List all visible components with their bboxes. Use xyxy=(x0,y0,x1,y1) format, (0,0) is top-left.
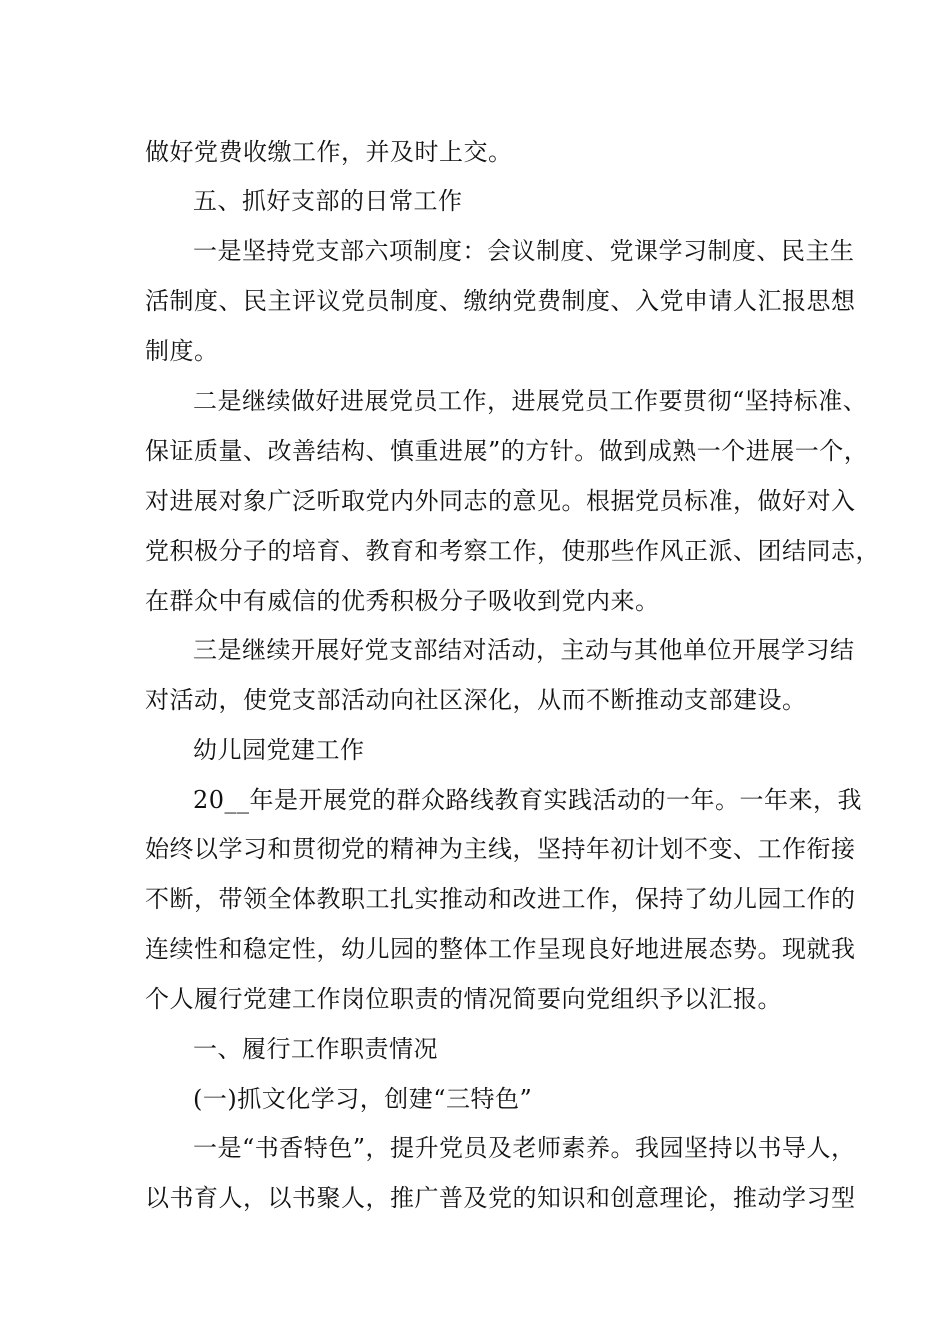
text-line: 对进展对象广泛听取党内外同志的意见。根据党员标准，做好对入 xyxy=(145,487,856,515)
text-line: 党积极分子的培育、教育和考察工作，使那些作风正派、团结同志， xyxy=(145,537,880,565)
text-line: 活制度、民主评议党员制度、缴纳党费制度、入党申请人汇报思想 xyxy=(145,287,856,315)
text-line: 做好党费收缴工作，并及时上交。 xyxy=(145,138,513,166)
text-line: 不断，带领全体教职工扎实推动和改进工作，保持了幼儿园工作的 xyxy=(145,885,856,913)
subsection-heading: (一)抓文化学习，创建“三特色” xyxy=(193,1085,533,1113)
text-line: 20__年是开展党的群众路线教育实践活动的一年。一年来，我 xyxy=(193,786,863,814)
text-line: 一是“书香特色”，提升党员及老师素养。我园坚持以书导人， xyxy=(193,1134,856,1162)
text-line: 保证质量、改善结构、慎重进展”的方针。做到成熟一个进展一个， xyxy=(145,437,869,465)
section-heading: 五、抓好支部的日常工作 xyxy=(193,187,463,215)
text-line: 个人履行党建工作岗位职责的情况简要向党组织予以汇报。 xyxy=(145,985,782,1013)
text-line: 对活动，使党支部活动向社区深化，从而不断推动支部建设。 xyxy=(145,686,807,714)
text-line: 三是继续开展好党支部结对活动，主动与其他单位开展学习结 xyxy=(193,636,855,664)
text-line: 始终以学习和贯彻党的精神为主线，坚持年初计划不变、工作衔接 xyxy=(145,835,856,863)
section-heading: 一、履行工作职责情况 xyxy=(193,1035,438,1063)
text-line: 连续性和稳定性，幼儿园的整体工作呈现良好地进展态势。现就我 xyxy=(145,935,856,963)
text-line: 在群众中有威信的优秀积极分子吸收到党内来。 xyxy=(145,587,660,615)
text-line: 制度。 xyxy=(145,337,219,365)
text-line: 一是坚持党支部六项制度：会议制度、党课学习制度、民主生 xyxy=(193,237,855,265)
text-line: 二是继续做好进展党员工作，进展党员工作要贯彻“坚持标准、 xyxy=(193,387,868,415)
text-line: 以书育人，以书聚人，推广普及党的知识和创意理论，推动学习型 xyxy=(145,1184,856,1212)
section-heading: 幼儿园党建工作 xyxy=(193,736,365,764)
